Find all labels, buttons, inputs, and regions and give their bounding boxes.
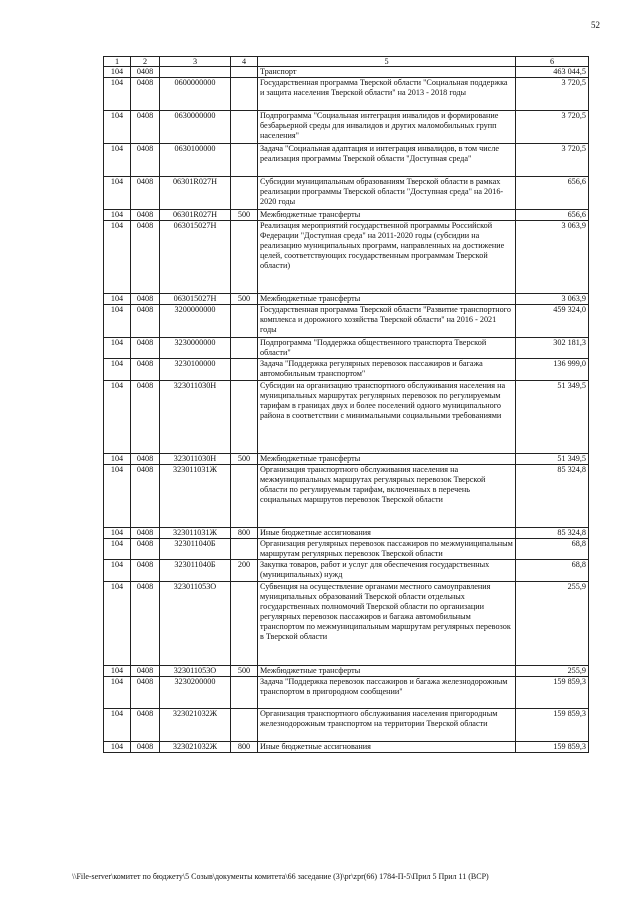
table-row: [104, 677, 589, 709]
cell-amount: 136 999,0: [516, 359, 589, 381]
table-row: [104, 67, 589, 78]
cell-section: 104: [104, 78, 131, 111]
header-cell: 3: [160, 57, 231, 67]
cell-target-code: 3230000000: [160, 338, 231, 359]
cell-expense-type: [231, 338, 258, 359]
cell-section: 104: [104, 582, 131, 666]
cell-target-code: 06301R027H: [160, 177, 231, 210]
header-cell: 2: [131, 57, 160, 67]
cell-expense-type: [231, 709, 258, 742]
cell-amount: 68,8: [516, 560, 589, 582]
cell-description: Задача "Поддержка перевозок пассажиров и багажа железнодорожным транспортом в пригородном сообщении": [258, 677, 516, 709]
cell-expense-type: 500: [231, 210, 258, 221]
cell-description: Закупка товаров, работ и услуг для обеспечения государственных (муниципальных) нужд: [258, 560, 516, 582]
cell-section: 104: [104, 528, 131, 539]
cell-subsection: 0408: [131, 381, 160, 454]
table-row: [104, 454, 589, 465]
table-row: [104, 177, 589, 210]
header-cell: 4: [231, 57, 258, 67]
cell-amount: 302 181,3: [516, 338, 589, 359]
cell-target-code: 3230100000: [160, 359, 231, 381]
cell-target-code: 323011053О: [160, 666, 231, 677]
cell-description: Реализация мероприятий государственной программы Российской Федерации "Доступная среда" на 2011-2020 годы (субсидии на реализацию муниципальных программ, направленных на достижение целей, соответствующих государственным программам Тверской области): [258, 221, 516, 294]
cell-subsection: 0408: [131, 582, 160, 666]
cell-amount: 85 324,8: [516, 528, 589, 539]
cell-expense-type: [231, 677, 258, 709]
table-row: [104, 359, 589, 381]
cell-amount: 51 349,5: [516, 381, 589, 454]
cell-expense-type: [231, 465, 258, 528]
cell-amount: 68,8: [516, 539, 589, 560]
cell-amount: 3 720,5: [516, 144, 589, 177]
cell-expense-type: [231, 359, 258, 381]
cell-subsection: 0408: [131, 465, 160, 528]
table-row: [104, 210, 589, 221]
cell-description: Подпрограмма "Социальная интеграция инвалидов и формирование безбарьерной среды для инвалидов и других маломобильных групп населения": [258, 111, 516, 144]
cell-subsection: 0408: [131, 709, 160, 742]
cell-description: Задача "Поддержка регулярных перевозок пассажиров и багажа автомобильным транспортом": [258, 359, 516, 381]
cell-amount: 3 063,9: [516, 294, 589, 305]
cell-expense-type: 500: [231, 666, 258, 677]
cell-amount: 3 720,5: [516, 78, 589, 111]
cell-target-code: 323011031Ж: [160, 465, 231, 528]
cell-target-code: 0630100000: [160, 144, 231, 177]
cell-expense-type: [231, 582, 258, 666]
cell-expense-type: 800: [231, 742, 258, 753]
cell-target-code: 323011030H: [160, 381, 231, 454]
table-row: [104, 338, 589, 359]
cell-target-code: 323011031Ж: [160, 528, 231, 539]
cell-description: Субвенция на осуществление органами местного самоуправления муниципальных образований Тверской области отдельных государственных полномочий Тверской области по организации регулярных перевозок пассажиров и багажа автомобильным транспортом по межмуниципальным маршрутам регулярных перевозок в Тверской области: [258, 582, 516, 666]
table-row: [104, 221, 589, 294]
cell-expense-type: 800: [231, 528, 258, 539]
cell-amount: 463 044,5: [516, 67, 589, 78]
cell-expense-type: 200: [231, 560, 258, 582]
cell-section: 104: [104, 454, 131, 465]
cell-description: Межбюджетные трансферты: [258, 666, 516, 677]
cell-amount: 159 859,3: [516, 709, 589, 742]
budget-table: [103, 56, 589, 753]
table-header-row: [104, 57, 589, 67]
cell-subsection: 0408: [131, 338, 160, 359]
cell-amount: 255,9: [516, 666, 589, 677]
cell-subsection: 0408: [131, 305, 160, 338]
cell-section: 104: [104, 666, 131, 677]
cell-amount: 255,9: [516, 582, 589, 666]
cell-section: 104: [104, 111, 131, 144]
cell-section: 104: [104, 305, 131, 338]
cell-subsection: 0408: [131, 111, 160, 144]
cell-subsection: 0408: [131, 666, 160, 677]
cell-subsection: 0408: [131, 454, 160, 465]
cell-target-code: 323011040Б: [160, 560, 231, 582]
table-row: [104, 539, 589, 560]
cell-target-code: 0600000000: [160, 78, 231, 111]
cell-subsection: 0408: [131, 67, 160, 78]
cell-subsection: 0408: [131, 539, 160, 560]
cell-expense-type: [231, 78, 258, 111]
cell-target-code: 323011053О: [160, 582, 231, 666]
cell-amount: 459 324,0: [516, 305, 589, 338]
cell-target-code: 3200000000: [160, 305, 231, 338]
cell-amount: 159 859,3: [516, 677, 589, 709]
cell-target-code: 323021032Ж: [160, 742, 231, 753]
cell-expense-type: [231, 177, 258, 210]
cell-subsection: 0408: [131, 294, 160, 305]
cell-section: 104: [104, 560, 131, 582]
cell-subsection: 0408: [131, 78, 160, 111]
cell-section: 104: [104, 539, 131, 560]
table-row: [104, 294, 589, 305]
table-row: [104, 78, 589, 111]
cell-section: 104: [104, 338, 131, 359]
cell-subsection: 0408: [131, 177, 160, 210]
budget-table-body: [104, 57, 589, 753]
cell-section: 104: [104, 177, 131, 210]
cell-expense-type: [231, 67, 258, 78]
cell-amount: 159 859,3: [516, 742, 589, 753]
cell-description: Организация транспортного обслуживания населения на межмуниципальных маршрутах регулярных перевозок Тверской области по регулируемым тарифам, включенных в перечень социальных маршрутов перевозок Тверской области: [258, 465, 516, 528]
cell-description: Государственная программа Тверской области "Социальная поддержка и защита населения Тверской области" на 2013 - 2018 годы: [258, 78, 516, 111]
cell-section: 104: [104, 144, 131, 177]
cell-description: Задача "Социальная адаптация и интеграция инвалидов, в том числе реализация программы Тверской области "Доступная среда": [258, 144, 516, 177]
cell-subsection: 0408: [131, 359, 160, 381]
cell-target-code: 063015027H: [160, 294, 231, 305]
cell-subsection: 0408: [131, 210, 160, 221]
header-cell: 1: [104, 57, 131, 67]
cell-expense-type: 500: [231, 294, 258, 305]
cell-amount: 51 349,5: [516, 454, 589, 465]
table-row: [104, 528, 589, 539]
cell-section: 104: [104, 709, 131, 742]
cell-description: Межбюджетные трансферты: [258, 210, 516, 221]
cell-description: Государственная программа Тверской области "Развитие транспортного комплекса и дорожного хозяйства Тверской области" на 2016 - 2021 годы: [258, 305, 516, 338]
cell-expense-type: [231, 539, 258, 560]
cell-amount: 85 324,8: [516, 465, 589, 528]
cell-expense-type: [231, 381, 258, 454]
cell-subsection: 0408: [131, 560, 160, 582]
page-number: 52: [591, 20, 600, 30]
cell-subsection: 0408: [131, 677, 160, 709]
cell-expense-type: [231, 305, 258, 338]
cell-section: 104: [104, 465, 131, 528]
cell-target-code: 323021032Ж: [160, 709, 231, 742]
cell-target-code: 323011030H: [160, 454, 231, 465]
header-cell: 5: [258, 57, 516, 67]
table-row: [104, 560, 589, 582]
table-row: [104, 111, 589, 144]
cell-subsection: 0408: [131, 144, 160, 177]
cell-description: Организация транспортного обслуживания населения пригородным железнодорожным транспортом на территории Тверской области: [258, 709, 516, 742]
cell-expense-type: [231, 221, 258, 294]
cell-section: 104: [104, 677, 131, 709]
header-cell: 6: [516, 57, 589, 67]
cell-amount: 3 720,5: [516, 111, 589, 144]
cell-description: Подпрограмма "Поддержка общественного транспорта Тверской области": [258, 338, 516, 359]
cell-description: Организация регулярных перевозок пассажиров по межмуниципальным маршрутам регулярных перевозок Тверской области: [258, 539, 516, 560]
cell-expense-type: 500: [231, 454, 258, 465]
cell-subsection: 0408: [131, 742, 160, 753]
cell-expense-type: [231, 144, 258, 177]
cell-section: 104: [104, 221, 131, 294]
table-row: [104, 582, 589, 666]
cell-section: 104: [104, 359, 131, 381]
table-row: [104, 144, 589, 177]
table-row: [104, 742, 589, 753]
table-row: [104, 305, 589, 338]
cell-subsection: 0408: [131, 528, 160, 539]
cell-amount: 656,6: [516, 177, 589, 210]
cell-target-code: 063015027H: [160, 221, 231, 294]
cell-description: Межбюджетные трансферты: [258, 454, 516, 465]
cell-target-code: 06301R027H: [160, 210, 231, 221]
cell-target-code: 3230200000: [160, 677, 231, 709]
cell-section: 104: [104, 67, 131, 78]
file-path-footer: \\File-server\комитет по бюджету\5 Созыв\документы комитета\66 заседание (3)\pr\zpr(66) 1784-П-5\Прил 5 Прил 11 (ВСР): [72, 872, 489, 881]
cell-description: Субсидии на организацию транспортного обслуживания населения на муниципальных маршрутах регулярных перевозок по регулируемым тарифам в границах двух и более поселений одного муниципального района в соответствии с минимальными социальными требованиями: [258, 381, 516, 454]
table-row: [104, 666, 589, 677]
cell-target-code: 0630000000: [160, 111, 231, 144]
cell-section: 104: [104, 210, 131, 221]
cell-amount: 656,6: [516, 210, 589, 221]
cell-description: Межбюджетные трансферты: [258, 294, 516, 305]
cell-section: 104: [104, 381, 131, 454]
cell-expense-type: [231, 111, 258, 144]
cell-target-code: [160, 67, 231, 78]
cell-subsection: 0408: [131, 221, 160, 294]
cell-description: Транспорт: [258, 67, 516, 78]
cell-description: Иные бюджетные ассигнования: [258, 528, 516, 539]
cell-section: 104: [104, 294, 131, 305]
cell-amount: 3 063,9: [516, 221, 589, 294]
cell-description: Иные бюджетные ассигнования: [258, 742, 516, 753]
table-row: [104, 381, 589, 454]
cell-target-code: 323011040Б: [160, 539, 231, 560]
table-row: [104, 465, 589, 528]
cell-description: Субсидии муниципальным образованиям Тверской области в рамках реализации программы Тверской области "Доступная среда" на 2016-2020 годы: [258, 177, 516, 210]
table-row: [104, 709, 589, 742]
cell-section: 104: [104, 742, 131, 753]
